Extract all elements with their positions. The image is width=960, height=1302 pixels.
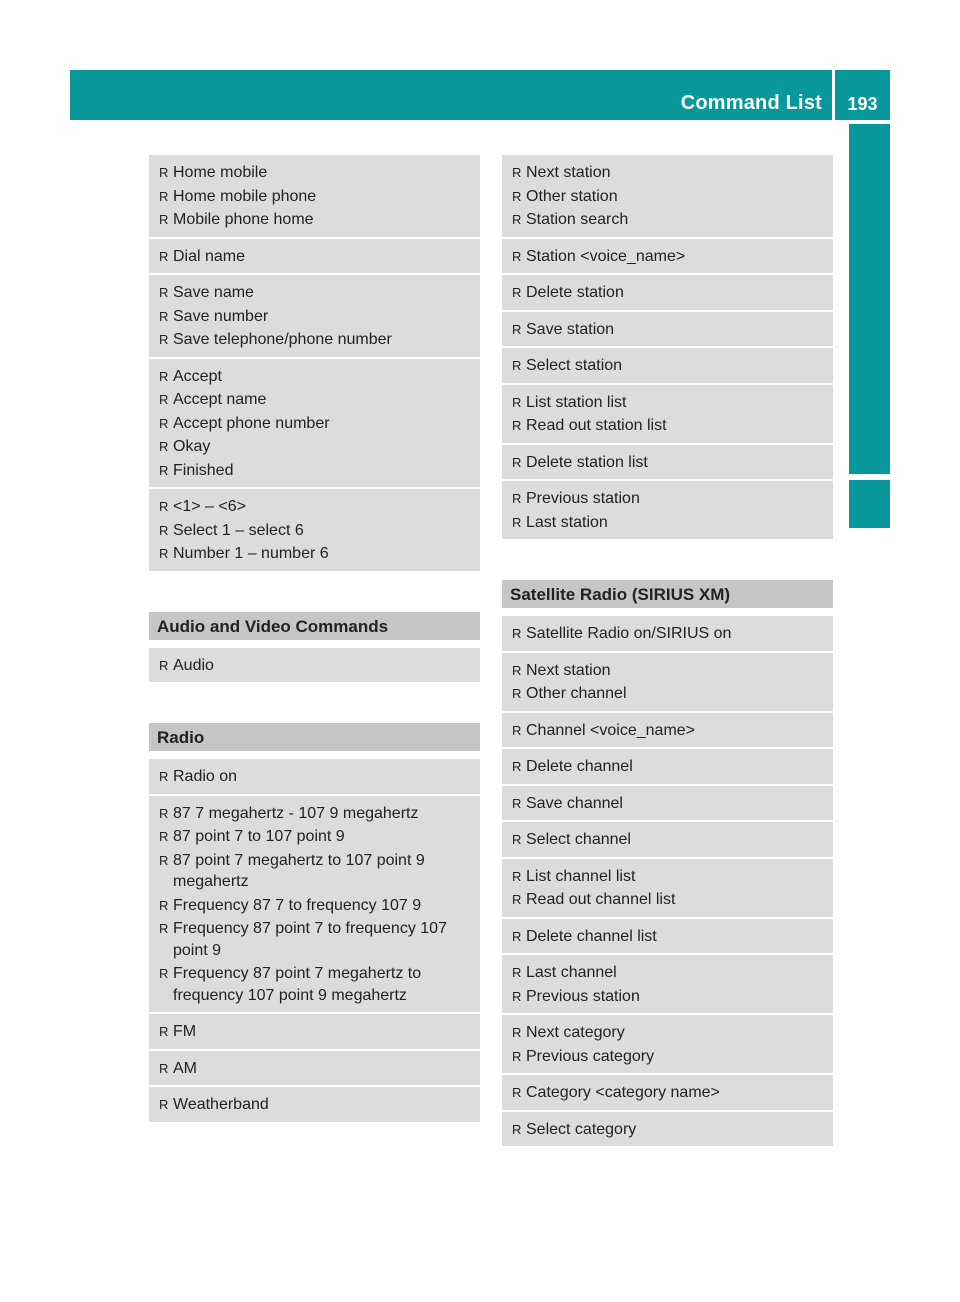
command-item: R Next category: [512, 1022, 823, 1044]
command-item: R Station search: [512, 209, 823, 231]
command-item: R Weatherband: [159, 1094, 470, 1116]
table-row: [149, 489, 480, 571]
table-row: [149, 1051, 480, 1086]
table-row: [502, 955, 833, 1013]
command-item: R Frequency 87 7 to frequency 107 9: [159, 895, 470, 917]
section-tab-label: Voice Control: [861, 327, 886, 473]
command-item: R FM: [159, 1021, 470, 1043]
table-row: [149, 275, 480, 357]
command-item: R Mobile phone home: [159, 209, 470, 231]
satellite-commands-table: [502, 616, 833, 1148]
command-item: R Delete channel list: [512, 926, 823, 948]
command-item: R List channel list: [512, 866, 823, 888]
command-item: R Save channel: [512, 793, 823, 815]
table-row: [149, 1014, 480, 1049]
table-row: [149, 359, 480, 488]
table-row: [502, 859, 833, 917]
left-column: [149, 155, 480, 1124]
audio-video-heading: Audio and Video Commands: [149, 612, 480, 640]
page-number: 193: [847, 94, 878, 114]
page-number-box: [835, 70, 890, 120]
command-item: R Last channel: [512, 962, 823, 984]
command-item: R Next station: [512, 162, 823, 184]
table-row: [502, 348, 833, 383]
command-item: R Save telephone/phone number: [159, 329, 470, 351]
table-row: [149, 648, 480, 683]
table-row: [502, 312, 833, 347]
command-item: R Audio: [159, 655, 470, 677]
command-item: R Read out channel list: [512, 889, 823, 911]
table-row: [149, 759, 480, 794]
table-row: [149, 1087, 480, 1122]
header-bar: [70, 70, 832, 120]
table-row: [502, 616, 833, 651]
command-item: R List station list: [512, 392, 823, 414]
command-item: R Accept phone number: [159, 413, 470, 435]
command-item: R Delete station: [512, 282, 823, 304]
command-item: R Previous category: [512, 1046, 823, 1068]
command-item: R Next station: [512, 660, 823, 682]
table-row: [502, 275, 833, 310]
table-row: [502, 155, 833, 237]
table-row: [502, 1015, 833, 1073]
table-row: [149, 155, 480, 237]
table-row: [502, 749, 833, 784]
command-item: R Frequency 87 point 7 to frequency 107 point 9: [159, 918, 470, 961]
command-item: R Save number: [159, 306, 470, 328]
command-item: R Home mobile: [159, 162, 470, 184]
command-item: R Okay: [159, 436, 470, 458]
command-item: R Other channel: [512, 683, 823, 705]
command-item: R Number 1 – number 6: [159, 543, 470, 565]
command-item: R Other station: [512, 186, 823, 208]
command-item: R Save station: [512, 319, 823, 341]
command-item: R Read out station list: [512, 415, 823, 437]
station-commands-table: [502, 155, 833, 541]
table-row: [502, 445, 833, 480]
command-item: R Select station: [512, 355, 823, 377]
command-item: R Select channel: [512, 829, 823, 851]
command-item: R Save name: [159, 282, 470, 304]
command-item: R Previous station: [512, 986, 823, 1008]
table-row: [502, 653, 833, 711]
radio-heading: Radio: [149, 723, 480, 751]
phone-commands-table: [149, 155, 480, 573]
command-item: R <1> – <6>: [159, 496, 470, 518]
audio-commands-table: [149, 648, 480, 685]
command-item: R 87 point 7 megahertz to 107 point 9 megahertz: [159, 850, 470, 893]
satellite-radio-heading: Satellite Radio (SIRIUS XM): [502, 580, 833, 608]
command-item: R Accept: [159, 366, 470, 388]
command-item: R Delete channel: [512, 756, 823, 778]
command-item: R Station <voice_name>: [512, 246, 823, 268]
table-row: [502, 822, 833, 857]
command-item: R Previous station: [512, 488, 823, 510]
command-item: R Select category: [512, 1119, 823, 1141]
side-tab-block: [849, 480, 890, 528]
table-row: [149, 239, 480, 274]
table-row: [502, 481, 833, 539]
command-item: R Frequency 87 point 7 megahertz to frequency 107 point 9 megahertz: [159, 963, 470, 1006]
command-item: R 87 point 7 to 107 point 9: [159, 826, 470, 848]
table-row: [502, 239, 833, 274]
table-row: [502, 1112, 833, 1147]
command-item: R 87 7 megahertz - 107 9 megahertz: [159, 803, 470, 825]
page-title: Command List: [680, 92, 822, 114]
command-item: R Dial name: [159, 246, 470, 268]
command-item: R Select 1 – select 6: [159, 520, 470, 542]
command-item: R Delete station list: [512, 452, 823, 474]
right-column: [502, 155, 833, 1148]
command-item: R Channel <voice_name>: [512, 720, 823, 742]
table-row: [149, 796, 480, 1013]
radio-commands-table: [149, 759, 480, 1124]
command-item: R Satellite Radio on/SIRIUS on: [512, 623, 823, 645]
command-item: R AM: [159, 1058, 470, 1080]
table-row: [502, 1075, 833, 1110]
table-row: [502, 713, 833, 748]
command-item: R Last station: [512, 512, 823, 534]
command-item: R Finished: [159, 460, 470, 482]
command-item: R Accept name: [159, 389, 470, 411]
command-item: R Category <category name>: [512, 1082, 823, 1104]
table-row: [502, 385, 833, 443]
table-row: [502, 919, 833, 954]
command-item: R Radio on: [159, 766, 470, 788]
command-item: R Home mobile phone: [159, 186, 470, 208]
table-row: [502, 786, 833, 821]
